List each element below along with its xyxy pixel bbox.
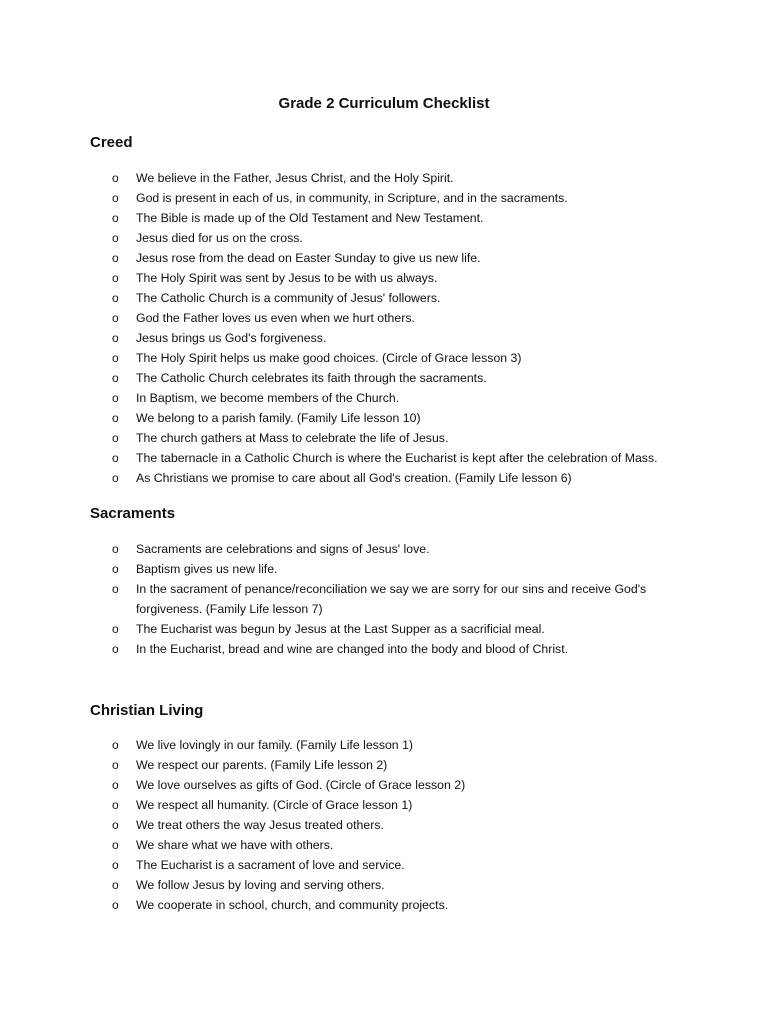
- list-item: [0, 368, 768, 388]
- list-item-text: The Holy Spirit helps us make good choices. (Circle of Grace lesson 3): [136, 351, 522, 365]
- bullet-marker: o: [112, 758, 119, 772]
- list-item: [0, 208, 768, 228]
- list-item: [0, 188, 768, 208]
- list-item: [0, 795, 768, 815]
- bullet-marker: o: [112, 191, 119, 205]
- list-item: [0, 408, 768, 428]
- list-item: [0, 639, 768, 659]
- list-item-text: God the Father loves us even when we hurt others.: [136, 311, 415, 325]
- list-item-text: The tabernacle in a Catholic Church is where the Eucharist is kept after the celebration of Mass.: [136, 451, 658, 465]
- bullet-marker: o: [112, 371, 119, 385]
- list-item-text: Sacraments are celebrations and signs of Jesus' love.: [136, 542, 430, 556]
- list-item: [0, 468, 768, 488]
- bullet-marker: o: [112, 351, 119, 365]
- list-item-text: The Holy Spirit was sent by Jesus to be with us always.: [136, 271, 438, 285]
- bullet-marker: o: [112, 431, 119, 445]
- bullet-marker: o: [112, 798, 119, 812]
- list-item-text: As Christians we promise to care about all God's creation. (Family Life lesson 6): [136, 471, 572, 485]
- list-item-text: The Bible is made up of the Old Testament and New Testament.: [136, 211, 484, 225]
- bullet-marker: o: [112, 211, 119, 225]
- list-item: [0, 579, 696, 619]
- list-item: [0, 428, 768, 448]
- bullet-marker: o: [112, 562, 119, 576]
- bullet-marker: o: [112, 622, 119, 636]
- bullet-marker: o: [112, 542, 119, 556]
- bullet-marker: o: [112, 311, 119, 325]
- list-item-text: In the Eucharist, bread and wine are changed into the body and blood of Christ.: [136, 642, 569, 656]
- list-item-text: We follow Jesus by loving and serving others.: [136, 878, 385, 892]
- list-item-text: The Eucharist is a sacrament of love and service.: [136, 858, 405, 872]
- bullet-marker: o: [112, 291, 119, 305]
- list-item-text: Baptism gives us new life.: [136, 562, 278, 576]
- list-item-text: We respect all humanity. (Circle of Grace lesson 1): [136, 798, 413, 812]
- list-item: [0, 755, 768, 775]
- section-heading-sacraments: Sacraments: [90, 505, 176, 522]
- list-item-text: We respect our parents. (Family Life lesson 2): [136, 758, 388, 772]
- list-item: [0, 835, 768, 855]
- list-item: [0, 308, 768, 328]
- list-item-text: We love ourselves as gifts of God. (Circle of Grace lesson 2): [136, 778, 466, 792]
- bullet-marker: o: [112, 818, 119, 832]
- sacraments-list: [0, 539, 768, 659]
- bullet-marker: o: [112, 778, 119, 792]
- christian-living-list: [0, 735, 768, 915]
- bullet-marker: o: [112, 838, 119, 852]
- list-item: [0, 619, 768, 639]
- bullet-marker: o: [112, 331, 119, 345]
- list-item: [0, 328, 768, 348]
- list-item: [0, 815, 768, 835]
- list-item-text: Jesus rose from the dead on Easter Sunday to give us new life.: [136, 251, 481, 265]
- bullet-marker: o: [112, 391, 119, 405]
- list-item: [0, 559, 768, 579]
- list-item: [0, 735, 768, 755]
- list-item-text: Jesus died for us on the cross.: [136, 231, 303, 245]
- list-item: [0, 348, 768, 368]
- bullet-marker: o: [112, 582, 119, 596]
- list-item-text: The Catholic Church celebrates its faith through the sacraments.: [136, 371, 487, 385]
- bullet-marker: o: [112, 411, 119, 425]
- list-item-text: We belong to a parish family. (Family Life lesson 10): [136, 411, 421, 425]
- list-item-text: We live lovingly in our family. (Family Life lesson 1): [136, 738, 413, 752]
- creed-list: [0, 168, 768, 488]
- list-item-text: The Catholic Church is a community of Jesus' followers.: [136, 291, 441, 305]
- bullet-marker: o: [112, 738, 119, 752]
- bullet-marker: o: [112, 171, 119, 185]
- list-item-text: God is present in each of us, in community, in Scripture, and in the sacraments.: [136, 191, 568, 205]
- list-item: [0, 248, 768, 268]
- list-item: [0, 875, 768, 895]
- list-item: [0, 288, 768, 308]
- section-heading-christian-living: Christian Living: [90, 702, 204, 719]
- list-item-text: We believe in the Father, Jesus Christ, and the Holy Spirit.: [136, 171, 454, 185]
- list-item: [0, 448, 768, 468]
- list-item: [0, 388, 768, 408]
- list-item-text: We treat others the way Jesus treated others.: [136, 818, 384, 832]
- bullet-marker: o: [112, 451, 119, 465]
- section-heading-creed: Creed: [90, 134, 133, 151]
- list-item: [0, 775, 768, 795]
- list-item-text: Jesus brings us God's forgiveness.: [136, 331, 327, 345]
- bullet-marker: o: [112, 878, 119, 892]
- bullet-marker: o: [112, 251, 119, 265]
- list-item-text: We cooperate in school, church, and community projects.: [136, 898, 449, 912]
- bullet-marker: o: [112, 642, 119, 656]
- list-item: [0, 539, 768, 559]
- list-item-text: The Eucharist was begun by Jesus at the Last Supper as a sacrificial meal.: [136, 622, 545, 636]
- list-item: [0, 895, 768, 915]
- list-item-text: In the sacrament of penance/reconciliation we say we are sorry for our sins and receive God's forgiveness. (Family Life lesson 7): [136, 582, 647, 616]
- list-item: [0, 268, 768, 288]
- bullet-marker: o: [112, 471, 119, 485]
- list-item-text: We share what we have with others.: [136, 838, 334, 852]
- bullet-marker: o: [112, 858, 119, 872]
- bullet-marker: o: [112, 271, 119, 285]
- list-item: [0, 855, 768, 875]
- list-item-text: In Baptism, we become members of the Church.: [136, 391, 400, 405]
- bullet-marker: o: [112, 898, 119, 912]
- list-item: [0, 228, 768, 248]
- bullet-marker: o: [112, 231, 119, 245]
- list-item: [0, 168, 768, 188]
- list-item-text: The church gathers at Mass to celebrate the life of Jesus.: [136, 431, 449, 445]
- document-title: Grade 2 Curriculum Checklist: [278, 95, 490, 112]
